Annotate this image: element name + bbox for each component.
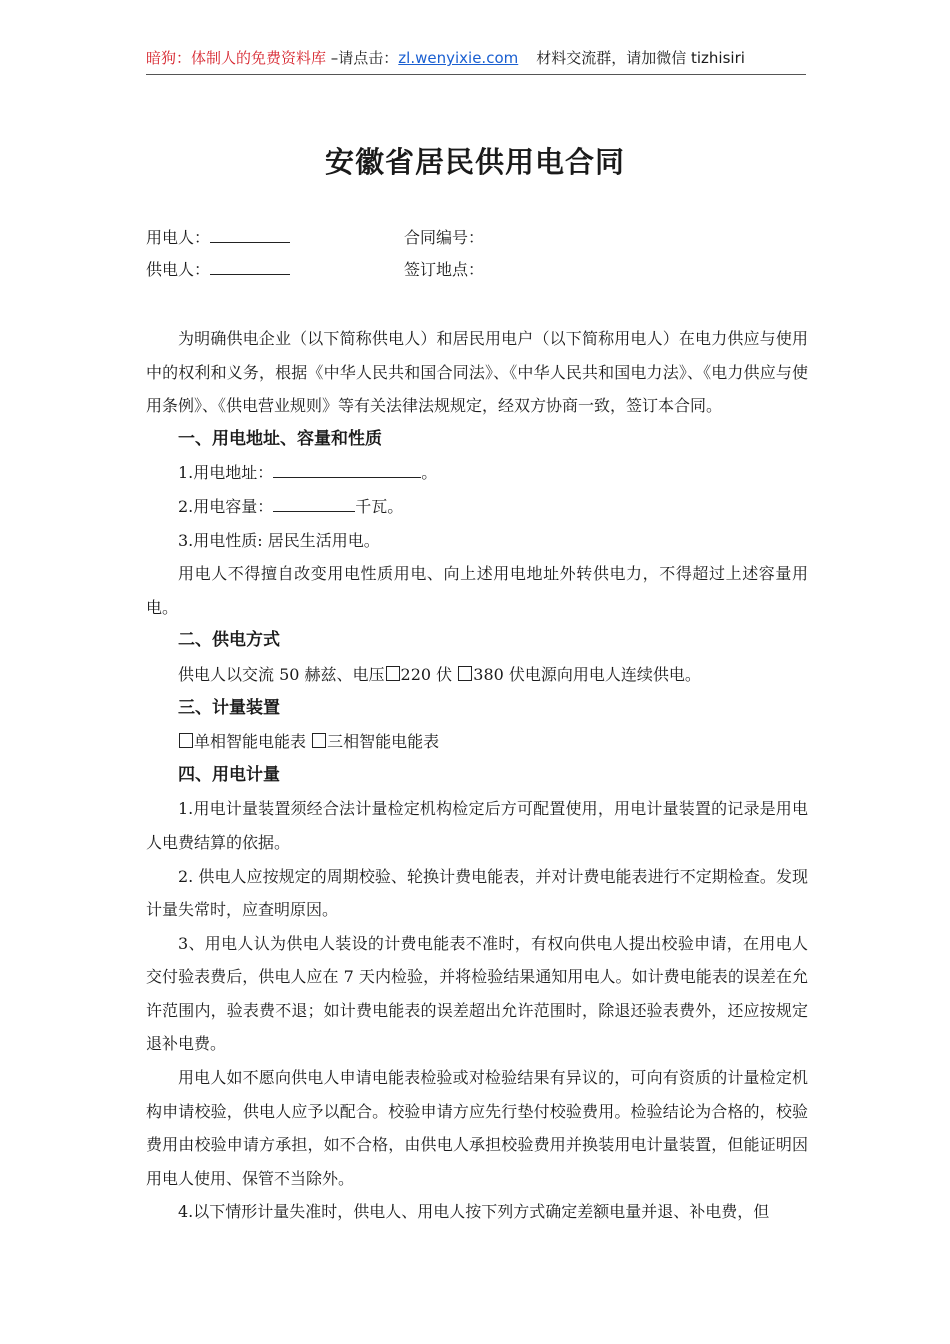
metering-paragraph-4: 用电人如不愿向供电人申请电能表检验或对检验结果有异议的，可向有资质的计量检定机构申请校验，供电人应予以配合。校验申请方应先行垫付校验费用。检验结论为合格的，校验费用由校验申请方承担，如不合格，由供电人承担校验费用并换装用电计量装置，但能证明因用电人使用、保管不当除外。 xyxy=(146,1068,808,1188)
section-3-heading: 三、计量装置 xyxy=(178,697,280,718)
metering-paragraph-1: 1.用电计量装置须经合法计量检定机构检定后方可配置使用，用电计量装置的记录是用电人电费结算的依据。 xyxy=(146,799,808,852)
usage-note: 用电人不得擅自改变用电性质用电、向上述用电地址外转供电力，不得超过上述容量用电。 xyxy=(146,564,808,617)
address-line xyxy=(146,456,808,490)
voltage-220-checkbox[interactable] xyxy=(386,666,400,681)
contract-no-label: 合同编号： xyxy=(404,228,485,247)
meter-type-line xyxy=(146,725,808,759)
voltage-220-label: 220 伏 xyxy=(400,664,458,684)
header-prompt: –请点击： xyxy=(326,49,399,67)
contract-body xyxy=(146,322,808,1229)
contract-no-field xyxy=(404,226,484,250)
section-4-heading: 四、用电计量 xyxy=(178,764,280,785)
three-phase-checkbox[interactable] xyxy=(312,733,326,748)
user-field-label: 用电人： xyxy=(146,228,211,247)
three-phase-label: 三相智能电能表 xyxy=(327,732,440,752)
header-brand: 暗狗：体制人的免费资料库 xyxy=(146,49,327,67)
supply-mode-line xyxy=(146,658,808,692)
single-phase-checkbox[interactable] xyxy=(179,733,193,748)
section-2-heading: 二、供电方式 xyxy=(178,630,280,651)
capacity-line xyxy=(146,490,808,524)
single-phase-label: 单相智能电能表 xyxy=(194,732,312,752)
sign-place-label: 签订地点： xyxy=(404,260,485,279)
sign-place-field xyxy=(404,258,484,282)
address-blank[interactable] xyxy=(273,463,421,478)
supplier-field-blank[interactable] xyxy=(210,260,290,275)
section-1-heading: 一、用电地址、容量和性质 xyxy=(178,428,382,449)
user-field-blank[interactable] xyxy=(210,228,290,243)
capacity-label: 2.用电容量： xyxy=(178,496,274,516)
header-link[interactable]: zl.wenyixie.com xyxy=(398,49,519,67)
capacity-blank[interactable] xyxy=(273,497,355,512)
address-end: 。 xyxy=(421,463,438,483)
user-field xyxy=(146,226,290,250)
capacity-unit: 千瓦。 xyxy=(355,496,404,516)
metering-paragraph-2: 2. 供电人应按规定的周期校验、轮换计费电能表，并对计费电能表进行不定期检查。发现计量失常时，应查明原因。 xyxy=(146,866,808,920)
supply-mode-text: 供电人以交流 50 赫兹、电压 xyxy=(178,664,385,684)
nature-line: 3.用电性质: 居民生活用电。 xyxy=(178,530,380,550)
voltage-380-label: 380 伏电源向用电人连续供电。 xyxy=(473,664,701,684)
address-label: 1.用电地址： xyxy=(178,463,274,483)
metering-paragraph-5: 4.以下情形计量失准时，供电人、用电人按下列方式确定差额电量并退、补电费，但 xyxy=(178,1202,770,1222)
metering-paragraph-3: 3、用电人认为供电人装设的计费电能表不准时，有权向供电人提出校验申请，在用电人交付验表费后，供电人应在 7 天内检验，并将检验结果通知用电人。如计费电能表的误差在允许范围内，验表费不退；如计费电能表的误差超出允许范围时，除退还验表费外，还应按规定退补电费。 xyxy=(146,933,808,1054)
supplier-field-label: 供电人： xyxy=(146,260,211,279)
document-title: 安徽省居民供用电合同 xyxy=(324,145,625,179)
header-group-text: 材料交流群，请加微信 tizhisiri xyxy=(536,49,745,67)
voltage-380-checkbox[interactable] xyxy=(458,666,472,681)
supplier-field xyxy=(146,258,290,282)
page-header-banner xyxy=(146,44,806,75)
intro-paragraph: 为明确供电企业（以下简称供电人）和居民用电户（以下简称用电人）在电力供应与使用中的权利和义务，根据《中华人民共和国合同法》、《中华人民共和国电力法》、《电力供应与使用条例》、《供电营业规则》等有关法律法规规定，经双方协商一致，签订本合同。 xyxy=(146,329,808,416)
